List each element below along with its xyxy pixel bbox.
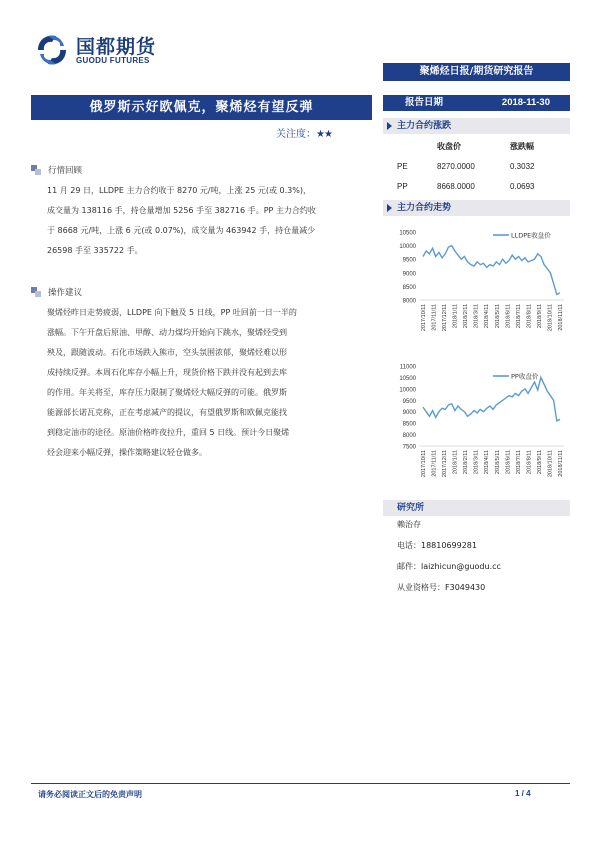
legend-label: PP收盘价 xyxy=(511,372,539,381)
x-tick-label: 2018/2/11 xyxy=(463,450,470,475)
x-tick-label: 2018/9/11 xyxy=(536,450,543,475)
x-tick-label: 2018/11/11 xyxy=(558,450,564,477)
table-row xyxy=(389,177,570,197)
report-type-tag: 聚烯烃日报/期货研究报告 xyxy=(383,63,570,81)
report-title: 俄罗斯示好欧佩克，聚烯烃有望反弹 xyxy=(31,95,372,120)
row-symbol: PE xyxy=(397,162,408,171)
y-tick-label: 8500 xyxy=(402,421,416,428)
y-tick-label: 9000 xyxy=(402,271,416,278)
review-line: 26598 手至 335722 手。 xyxy=(47,246,143,255)
table-row xyxy=(389,157,570,177)
logo-text-en: GUODU FUTURES xyxy=(76,56,150,65)
attention-label: 关注度： xyxy=(276,129,316,140)
section-bullet-icon xyxy=(31,287,42,298)
quote-table-header xyxy=(389,137,570,157)
analyst-phone: 电话：18810699281 xyxy=(397,541,477,550)
y-tick-label: 8000 xyxy=(402,298,416,305)
x-tick-label: 2017/11/11 xyxy=(431,304,438,331)
y-tick-label: 10500 xyxy=(399,375,416,382)
review-line: 成交量为 138116 手，持仓量增加 5256 手至 382716 手。PP 主力合约收 xyxy=(47,206,316,215)
y-tick-label: 8500 xyxy=(402,284,416,291)
x-tick-label: 2017/10/11 xyxy=(421,450,427,478)
logo-mark-icon xyxy=(32,30,72,70)
advice-line: 的作用。年关将至，库存压力限制了聚烯烃大幅反弹的可能。俄罗斯 xyxy=(47,388,287,397)
report-date-label: 报告日期 xyxy=(405,97,444,108)
sidebar-heading-trend: 主力合约走势 xyxy=(383,200,570,216)
analyst-email[interactable]: 邮件：laizhicun@guodu.cc xyxy=(397,562,501,571)
advice-line: 聚烯烃昨日走势疲弱，LLDPE 向下触及 5 日线，PP 吐回前一日一半的 xyxy=(47,308,297,317)
section-heading-review xyxy=(31,164,82,176)
y-tick-label: 9500 xyxy=(402,398,416,405)
section-heading-advice xyxy=(31,286,82,298)
x-tick-label: 2018/4/11 xyxy=(484,304,491,329)
x-tick-label: 2018/4/11 xyxy=(484,450,491,475)
x-tick-label: 2018/7/11 xyxy=(515,304,522,329)
advice-line: 殃及，跟随波动。石化市场跌入熊市，空头氛围浓郁，聚烯烃难以形 xyxy=(47,348,287,357)
x-tick-label: 2018/3/11 xyxy=(473,450,480,475)
section-bullet-icon xyxy=(31,165,42,176)
x-tick-label: 2017/12/11 xyxy=(442,304,449,332)
x-tick-label: 2018/8/11 xyxy=(526,450,533,475)
x-tick-label: 2018/8/11 xyxy=(526,304,533,329)
row-close-price: 8270.0000 xyxy=(437,162,475,171)
company-logo xyxy=(32,30,172,74)
header-change-pct: 涨跌幅 xyxy=(510,142,534,151)
y-tick-label: 9000 xyxy=(402,410,416,417)
review-line: 11 月 29 日，LLDPE 主力合约收于 8270 元/吨，上涨 25 元(或 0.3%)， xyxy=(47,186,311,195)
x-tick-label: 2017/11/11 xyxy=(431,450,438,477)
lldpe-line-chart xyxy=(383,222,570,352)
section-title-review: 行情回顾 xyxy=(48,166,83,176)
row-change-pct: 0.0693 xyxy=(510,182,535,191)
advice-paragraph xyxy=(47,303,349,463)
x-tick-label: 2018/7/11 xyxy=(515,450,522,475)
y-tick-label: 10000 xyxy=(399,244,416,251)
lldpe-chart xyxy=(383,222,570,352)
review-paragraph xyxy=(47,181,349,261)
advice-line: 能源部长诺瓦克称，正在考虑减产的提议，有望俄罗斯和欧佩克能找 xyxy=(47,408,287,417)
y-tick-label: 10500 xyxy=(399,230,416,237)
advice-line: 到稳定油市的途径。原油价格昨夜拉升，重回 5 日线。预计今日聚烯 xyxy=(47,428,290,437)
series-line xyxy=(423,377,560,421)
x-tick-label: 2018/5/11 xyxy=(494,304,501,329)
x-tick-label: 2018/11/11 xyxy=(558,304,564,331)
logo-text-cn: 国都期货 xyxy=(76,36,157,58)
y-tick-label: 11000 xyxy=(399,364,416,371)
x-tick-label: 2018/3/11 xyxy=(473,304,480,329)
y-tick-label: 7500 xyxy=(402,444,416,451)
x-tick-label: 2018/2/11 xyxy=(463,304,470,329)
x-tick-label: 2018/1/11 xyxy=(452,450,459,475)
legend-label: LLDPE收盘价 xyxy=(511,231,551,240)
y-tick-label: 9500 xyxy=(402,257,416,264)
advice-line: 烃会迎来小幅反弹，操作策略建议轻仓做多。 xyxy=(47,448,207,457)
footer-divider xyxy=(31,783,570,784)
page-number: 1 / 4 xyxy=(515,789,531,798)
x-tick-label: 2017/12/11 xyxy=(442,450,449,478)
row-change-pct: 0.3032 xyxy=(510,162,535,171)
analyst-name: 赖治存 xyxy=(397,520,421,529)
sidebar-heading-research: 研究所 xyxy=(383,500,570,516)
x-tick-label: 2018/5/11 xyxy=(494,450,501,475)
report-date-bar xyxy=(383,95,570,111)
footer-disclaimer[interactable]: 请务必阅读正文后的免责声明 xyxy=(38,790,142,799)
advice-line: 涨幅。下午开盘后原油、甲醇、动力煤均开始向下跳水，聚烯烃受到 xyxy=(47,328,287,337)
advice-line: 成持续反弹。本周石化库存小幅上升，现货价格下跌并没有起到去库 xyxy=(47,368,287,377)
attention-stars: ★★ xyxy=(316,129,332,140)
x-tick-label: 2018/9/11 xyxy=(536,304,543,329)
x-tick-label: 2018/1/11 xyxy=(452,304,459,329)
row-close-price: 8668.0000 xyxy=(437,182,475,191)
x-tick-label: 2018/6/11 xyxy=(505,304,512,329)
review-line: 于 8668 元/吨，上涨 6 元(或 0.07%)，成交量为 463942 手，持仓量减少 xyxy=(47,226,316,235)
analyst-license: 从业资格号：F3049430 xyxy=(397,583,486,592)
x-tick-label: 2018/6/11 xyxy=(505,450,512,475)
quote-table xyxy=(389,137,570,197)
header-close-price: 收盘价 xyxy=(437,142,461,151)
report-date-value: 2018-11-30 xyxy=(501,97,550,108)
series-line xyxy=(423,246,560,295)
sidebar-heading-main-contract: 主力合约涨跌 xyxy=(383,118,570,134)
attention-rating xyxy=(276,125,332,140)
pp-line-chart xyxy=(383,358,570,494)
x-tick-label: 2018/10/11 xyxy=(547,450,554,478)
section-title-advice: 操作建议 xyxy=(48,288,83,298)
pp-chart xyxy=(383,358,570,494)
x-tick-label: 2018/10/11 xyxy=(547,304,554,332)
y-tick-label: 8000 xyxy=(402,433,416,440)
row-symbol: PP xyxy=(397,182,408,191)
y-tick-label: 10000 xyxy=(399,387,416,394)
x-tick-label: 2017/10/11 xyxy=(421,304,427,332)
